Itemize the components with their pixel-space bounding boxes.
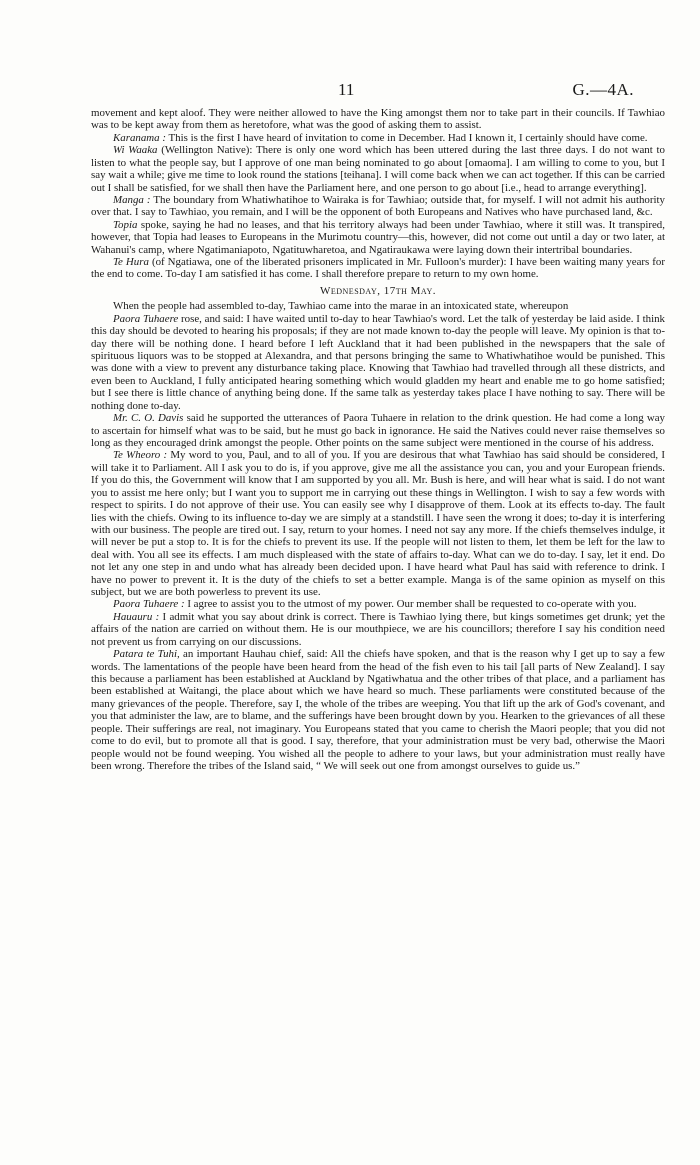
paragraph xyxy=(91,256,665,281)
paragraph-text: This is the first I have heard of invitation to come in December. Had I known it, I certainly should have come. xyxy=(168,131,648,144)
paragraph xyxy=(91,611,665,648)
speaker-name: Patara te Tuhi, xyxy=(113,648,180,661)
page-header xyxy=(0,80,700,100)
paragraph xyxy=(91,648,665,772)
paragraph-text: (Wellington Native): There is only one word which has been uttered during the last three days. I do not want to listen to what the people say, but I approve of one man being nominated to go about [omaoma]. I am willing to come to you, but I say wait a while; give me time to look round the stations [teihana]. I will come back when we can act together. If this can be carried out I shall be satisfied, for we shall then have the Parliament here, and one person to go about [i.e., head to arrange everything]. xyxy=(91,144,665,194)
speaker-name: Paora Tuhaere xyxy=(113,312,179,325)
speaker-name: Wi Waaka xyxy=(113,144,158,157)
speaker-name: Paora Tuhaere : xyxy=(113,598,185,611)
speaker-name: Te Wheoro : xyxy=(113,449,168,462)
paragraph xyxy=(91,412,665,449)
paragraph-text: rose, and said: I have waited until to-day to hear Tawhiao's word. Let the talk of yesterday be laid aside. I think this day should be devoted to hearing his proposals; if they are not made known to-day the people will leave. My opinion is that to-day there will be nothing done. I heard before I left Auckland that it had been published in the newspapers that the sale of spirituous liquors was to be stopped at Alexandra, and that persons bringing the same to Whatiwhatihoe would be punished. This was done with a view to prevent any disturbance taking place. Knowing that Tawhiao had travelled through all these districts, and even been to Auckland, I fully anticipated hearing something which would gladden my heart and enable me to go home satisfied; but I see there is little chance of anything being done. If the same talk as yesterday takes place I have nothing to say. There will be nothing done to-day. xyxy=(91,312,665,412)
paragraph xyxy=(91,300,665,312)
page-number: 11 xyxy=(338,80,355,99)
speaker-name: Te Hura xyxy=(113,256,149,269)
paragraph xyxy=(91,194,665,219)
paragraph-text: The boundary from Whatiwhatihoe to Wairaka is for Tawhiao; outside that, for myself. I will not admit his authority over that. I say to Tawhiao, you remain, and I will be the opponent of both Europeans and Natives who have purchased land, &c. xyxy=(91,193,666,219)
paragraph-text: When the people had assembled to-day, Tawhiao came into the marae in an intoxicated state, whereupon xyxy=(113,300,569,313)
paragraph xyxy=(91,598,665,610)
paragraph-text: an important Hauhau chief, said: All the chiefs have spoken, and that is the reason why I get up to say a few words. The lamentations of the people have been heard from the head of the fish even to his tail [all parts of New Zealand]. I say this because a parliament has been established at Auckland by Ngatiwhatua and the other tribes of that place, and a parliament has been established at Waitangi, the place about which we have heard so much. These parliaments were constituted because of the many grievances of the people. Therefore, say I, the whole of the tribes are weeping. You that lift up the ark of God's covenant, and you that administer the law, are to blame, and the sufferings have been brought down by you. Hearken to the grievances of all these people. Their sufferings are real, not imaginary. You Europeans stated that you came to cherish the Maori people; that you did not come to do evil, but to promote all that is good. I say, therefore, that your administration must be very bad, otherwise the Maori people would not be found weeping. You wished all the people to adhere to your laws, but your administration must really have been wrong. Therefore the tribes of the Island said, “ We will seek out one from amongst ourselves to guide us.” xyxy=(91,648,665,772)
document-reference: G.—4A. xyxy=(572,80,634,99)
section-heading xyxy=(91,285,665,297)
paragraph xyxy=(91,313,665,412)
paragraph xyxy=(91,132,665,144)
speaker-name: Topia xyxy=(113,218,138,231)
paragraph xyxy=(91,219,665,256)
paragraph xyxy=(91,449,665,598)
document-body xyxy=(91,107,665,772)
paragraph-text: My word to you, Paul, and to all of you. If you are desirous that what Tawhiao has said should be considered, I will take it to Parliament. All I ask you to do is, if you approve, give me all the assistance you can, you and your European friends. If you do this, the Government will know that I am supported by you all. Mr. Bush is here, and will hear what is said. I do not want you to assist me here only; but I want you to support me in carrying out these things in Wellington. I wish to say a few words with respect to spirits. I do not approve of their use. You can easily see why I disapprove of them. Look at its effects to-day. The fault lies with the chiefs. Owing to its influence to-day we are simply at a standstill. I have seen the wrong it does; to-day it is interfering with our business. The people are tired out. I say, return to your homes. I need not say any more. If the chiefs themselves indulge, it will never be put a stop to. It is for the chiefs to prevent its use. If the people will not listen to them, let them be left for the law to deal with. You all see its effects. I am much displeased with the state of affairs to-day. What can we do to-day. I say, let it end. Do not let any one step in and undo what has already been decided upon. I have heard what Paul has said with reference to drink. I have no power to prevent it. It is the duty of the chiefs to set a better example. Manga is of the same opinion as myself on this subject, but we are both powerless to prevent its use. xyxy=(91,449,666,599)
paragraph xyxy=(91,144,665,194)
paragraph-text: I agree to assist you to the utmost of my power. Our member shall be requested to co-operate with you. xyxy=(187,598,637,611)
paragraph xyxy=(91,107,665,132)
speaker-name: Manga : xyxy=(113,193,151,206)
speaker-name: Karanama : xyxy=(113,131,166,144)
paragraph-text: spoke, saying he had no leases, and that his territory always had been under Tawhiao, where it still was. It transpired, however, that Topia had leases to Europeans in the Murimotu country—this, however, did not come out until a day or two later, at Wahanui's camp, where Ngatimaniapoto, Ngatituwharetoa, and Ngatiraukawa were laying down their intertribal boundaries. xyxy=(91,218,665,256)
section-heading-text: Wednesday, 17th May. xyxy=(319,284,437,297)
paragraph-text: (of Ngatiawa, one of the liberated prisoners implicated in Mr. Fulloon's murder): I have been waiting many years for the end to come. To-day I am satisfied it has come. I shall therefore prepare to return to my own home. xyxy=(91,256,666,281)
paragraph-text: movement and kept aloof. They were neither allowed to have the King amongst them nor to take part in their councils. If Tawhiao was to be kept away from them as heretofore, what was the good of asking them to assist. xyxy=(91,107,665,132)
speaker-name: Hauauru : xyxy=(113,610,160,623)
paragraph-text: said he supported the utterances of Paora Tuhaere in relation to the drink question. He had come a long way to ascertain for himself what was to be said, but he must go back in ignorance. He said the Natives could never raise themselves so long as they encouraged drink amongst the people. Other points on the same subject were mentioned in the course of his address. xyxy=(91,412,665,449)
speaker-name: Mr. C. O. Davis xyxy=(113,412,184,425)
paragraph-text: I admit what you say about drink is correct. There is Tawhiao lying there, but kings sometimes get drunk; yet the affairs of the nation are carried on without them. He is our mouthpiece, we are his councillors; therefore I say his condition need not prevent us from carrying on our discussions. xyxy=(91,610,665,648)
